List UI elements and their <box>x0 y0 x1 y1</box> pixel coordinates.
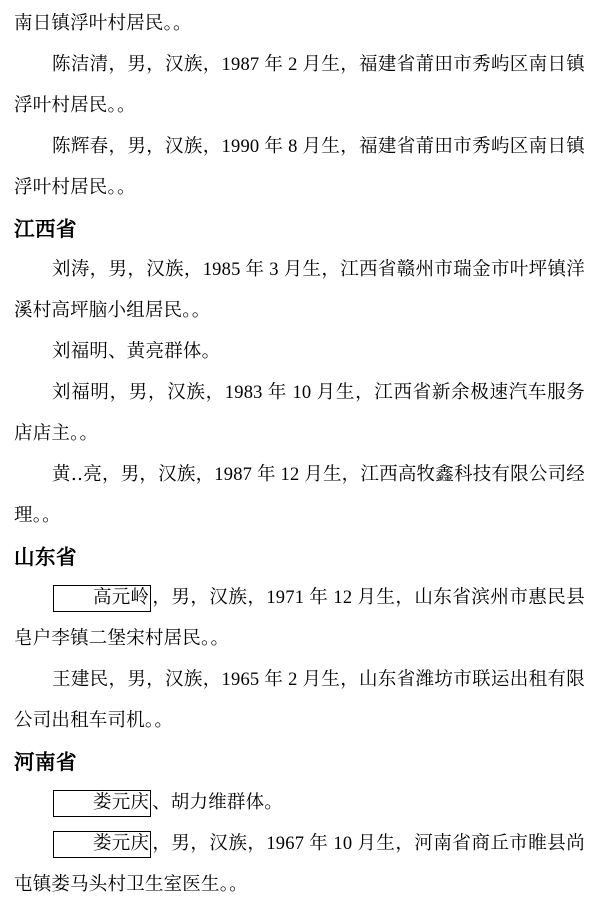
boxed-name-louyuanqing: 娄元庆 <box>53 831 151 858</box>
paragraph-huangliang: 黄‥亮，男，汉族，1987 年 12 月生，江西高牧鑫科技有限公司经理。。 <box>14 465 585 526</box>
paragraph-liufuming: 刘福明，男，汉族，1983 年 10 月生，江西省新余极速汽车服务店店主。。 <box>14 383 585 444</box>
section-heading-jiangxi: 江西省 <box>14 218 77 241</box>
paragraph-gaoyuanling <box>14 578 585 660</box>
paragraph-liufuming-group: 刘福明、黄亮群体。 <box>52 342 221 362</box>
paragraph-wangjianmin: 王建民，男，汉族，1965 年 2 月生，山东省潍坊市联运出租有限公司出租车司机。。 <box>14 670 585 731</box>
paragraph-fujian-tail: 南日镇浮叶村居民。。 <box>14 14 192 34</box>
paragraph-gaoyuanling-text: ，男，汉族，1971 年 12 月生，山东省滨州市惠民县皂户李镇二堡宋村居民。。 <box>14 588 585 649</box>
paragraph-louyuanqing <box>14 824 585 906</box>
paragraph-chenjieqing: 陈洁清，男，汉族，1987 年 2 月生，福建省莆田市秀屿区南日镇浮叶村居民。。 <box>14 55 585 116</box>
section-heading-shandong: 山东省 <box>14 546 77 569</box>
paragraph-louyuanqing-group-text: 、胡力维群体。 <box>152 793 284 813</box>
paragraph-liutao: 刘涛，男，汉族，1985 年 3 月生，江西省赣州市瑞金市叶坪镇洋溪村高坪脑小组居民。。 <box>14 260 585 321</box>
paragraph-louyuanqing-group <box>14 783 585 824</box>
boxed-name-gaoyuanling: 高元岭 <box>53 585 151 612</box>
section-heading-henan: 河南省 <box>14 751 77 774</box>
paragraph-louyuanqing-text: ，男，汉族，1967 年 10 月生，河南省商丘市睢县尚屯镇娄马头村卫生室医生。。 <box>14 834 585 895</box>
paragraph-chenhuichun: 陈辉春，男，汉族，1990 年 8 月生，福建省莆田市秀屿区南日镇浮叶村居民。。 <box>14 137 585 198</box>
boxed-name-louyuanqing-group: 娄元庆 <box>53 790 151 817</box>
